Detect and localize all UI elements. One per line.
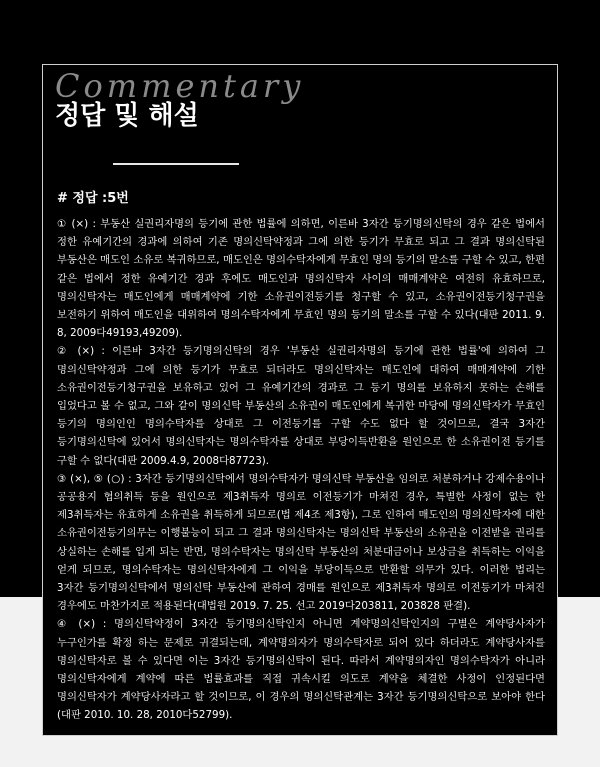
explanation-paragraph-1: ① (×) : 부동산 실권리자명의 등기에 관한 법률에 의하면, 이른바 3자간 등기명의신탁의 경우 같은 법에서 정한 유예기간의 경과에 의하여 기존 명의신탁약정과 그에 의한 등기가 무효로 되고 그 결과 명의신탁된 부동산은 매도인 소유로 복귀하므로, 매도인은 명의수탁자에게 무효인 명의 등기의 말소를 구할 수 있고, 한편 같은 법에서 정한 유예기간 경과 후에도 매도인과 명의신탁자 사이의 매매계약은 여전히 유효하므로, 명의신탁자는 매도인에게 매매계약에 기한 소유권이전등기를 청구할 수 있고, 소유권이전등기청구권을 보전하기 위하여 매도인을 대위하여 명의수탁자에게 무효인 명의 등기의 말소를 구할 수 있다(대판 2011. 9. 8, 2009다49193,49209).	[57, 218, 545, 340]
explanation-body	[57, 215, 545, 725]
page-title: 정답 및 해설	[55, 101, 199, 131]
explanation-paragraph-4: ④ (×) : 명의신탁약정이 3자간 등기명의신탁인지 아니면 계약명의신탁인지의 구별은 계약당사자가 누구인가를 확정 하는 문제로 귀결되는데, 계약명의자가 명의수탁자로 되어 있다 하더라도 계약당사자를 명의신탁자로 볼 수 있다면 이는 3자간 등기명의신탁이 된다. 따라서 계약명의자인 명의수탁자가 아니라 명의신탁자에게 계약에 따른 법률효과를 직접 귀속시킬 의도로 계약을 체결한 사정이 인정된다면 명의신탁자가 계약당사자라고 할 것이므로, 이 경우의 명의신탁관계는 3자간 등기명의신탁으로 보아야 한다(대판 2010. 10. 28, 2010다52799).	[57, 618, 545, 722]
script-title: Commentary	[55, 67, 305, 105]
explanation-paragraph-3: ③ (×), ⑤ (○) : 3자간 등기명의신탁에서 명의수탁자가 명의신탁 부동산을 임의로 처분하거나 강제수용이나 공공용지 협의취득 등을 원인으로 제3취득자 명의로 이전등기가 마쳐진 경우, 특별한 사정이 없는 한 제3취득자는 유효하게 소유권을 취득하게 되므로(법 제4조 제3항), 그로 인하여 매도인의 명의신탁자에 대한 소유권이전등기의무는 이행불능이 되고 그 결과 명의신탁자는 명의신탁 부동산의 소유권을 이전받을 권리를 상실하는 손해를 입게 되는 반면, 명의수탁자는 명의신탁 부동산의 처분대금이나 보상금을 취득하는 이익을 얻게 되므로, 명의수탁자는 명의신탁자에게 그 이익을 부당이득으로 반환할 의무가 있다. 이러한 법리는 3자간 등기명의신탁에서 명의신탁 부동산에 관하여 경매를 원인으로 제3취득자 명의로 이전등기가 마쳐진 경우에도 마찬가지로 적용된다(대법원 2019. 7. 25. 선고 2019다203811, 203828 판결).	[57, 472, 545, 613]
commentary-card	[42, 64, 558, 736]
title-divider	[113, 163, 239, 165]
answer-heading: # 정답 :5번	[57, 191, 129, 206]
explanation-paragraph-2: ② (×) : 이른바 3자간 등기명의신탁의 경우 '부동산 실권리자명의 등기에 관한 법률'에 의하여 그 명의신탁약정과 그에 의한 등기가 무효로 되더라도 명의신탁자는 매도인에 대하여 매매계약에 기한 소유권이전등기청구권을 보유하고 있어 그 유예기간의 경과로 그 등기 명의를 보유하지 못하는 손해를 입었다고 볼 수 없고, 그와 같이 명의신탁 부동산의 소유권이 매도인에게 복귀한 마당에 명의신탁자가 무효인 등기의 명의인인 명의수탁자를 상대로 그 이전등기를 구할 수도 없다 할 것이므로, 결국 3자간 등기명의신탁에 있어서 명의신탁자는 명의수탁자를 상대로 부당이득반환을 원인으로 한 소유권이전 등기를 구할 수 없다(대판 2009.4.9, 2008다87723).	[57, 345, 545, 467]
